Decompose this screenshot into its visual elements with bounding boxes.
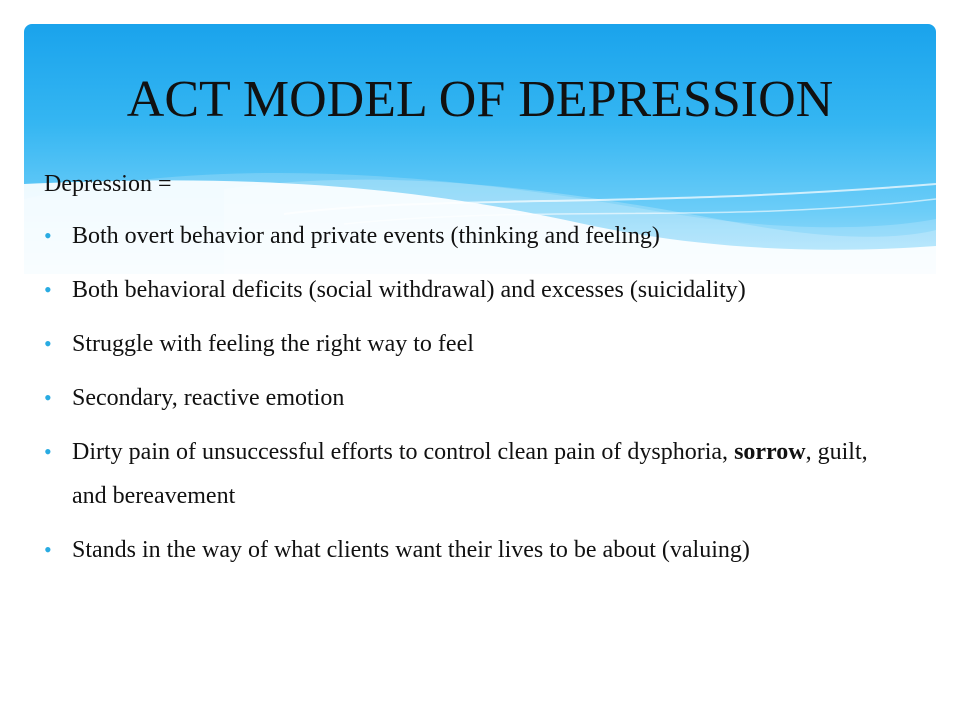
bullet-item: [44, 376, 904, 420]
bullet-text-after: , guilt, and bereavement: [72, 439, 868, 509]
bullet-item: [44, 322, 904, 366]
bullet-text: Both behavioral deficits (social withdrawal) and excesses (suicidality): [72, 277, 746, 303]
bullet-dot-icon: •: [44, 537, 52, 562]
bullet-dot-icon: •: [44, 439, 52, 464]
slide-body: [44, 168, 904, 582]
bullet-item: [44, 214, 904, 258]
bullet-text: [72, 439, 868, 509]
intro-text: Depression =: [44, 171, 172, 197]
bullet-text-before: Dirty pain of unsuccessful efforts to control clean pain of dysphoria,: [72, 439, 735, 465]
bullet-text-bold: sorrow: [734, 439, 806, 465]
bullet-item: [44, 268, 904, 312]
bullet-dot-icon: •: [44, 385, 52, 410]
bullet-text: Secondary, reactive emotion: [72, 385, 345, 411]
bullet-dot-icon: •: [44, 223, 52, 248]
bullet-text: Both overt behavior and private events (thinking and feeling): [72, 223, 660, 249]
bullet-item: [44, 430, 904, 518]
bullet-dot-icon: •: [44, 277, 52, 302]
bullet-text: Struggle with feeling the right way to feel: [72, 331, 474, 357]
bullet-item: [44, 528, 904, 572]
bullet-text: Stands in the way of what clients want their lives to be about (valuing): [72, 537, 750, 563]
bullet-dot-icon: •: [44, 331, 52, 356]
slide-title: ACT MODEL OF DEPRESSION: [126, 71, 834, 128]
bullet-list: [44, 214, 904, 572]
